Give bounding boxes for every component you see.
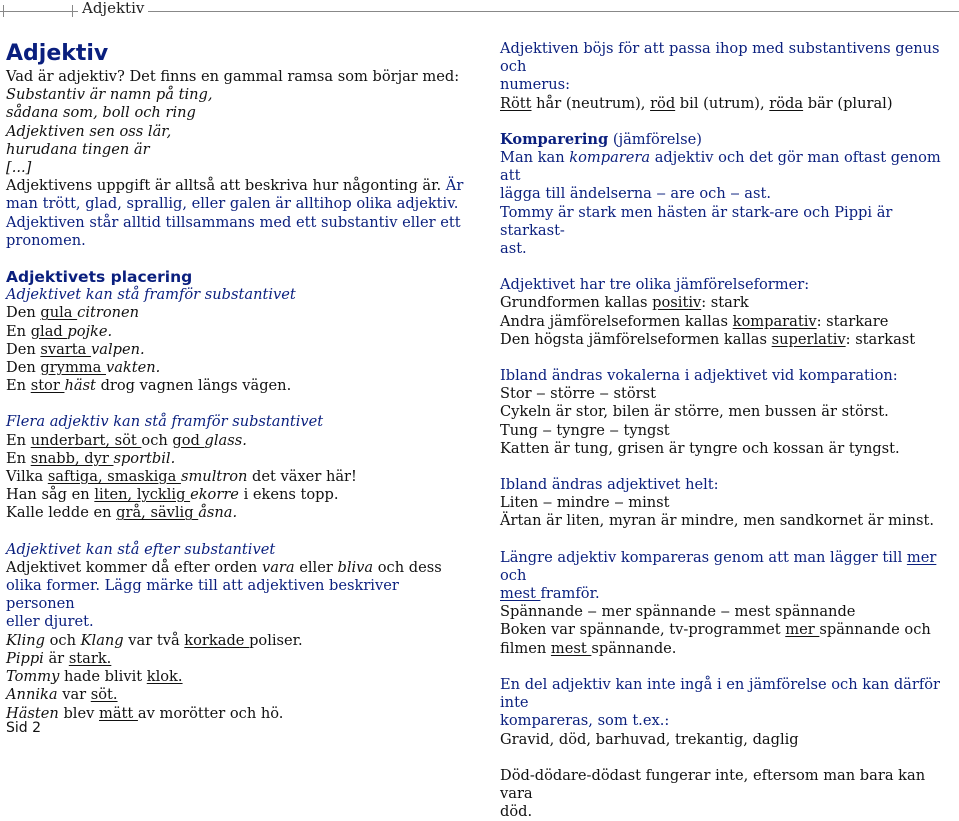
form-line: Den högsta jämförelseformen kallas superlativ: starkast [500, 330, 916, 348]
example-line: En glad pojke. [6, 322, 113, 340]
efter-text: Adjektivet kommer då efter orden vara eller bliva och dess [6, 558, 442, 576]
example-line: Den svarta valpen. [6, 340, 145, 358]
rhyme-line: Substantiv är namn på ting, [6, 86, 213, 104]
example-line: Tommy hade blivit klok. [6, 668, 183, 686]
long-adj-text: Spännande ‒ mer spännande ‒ mest spännande [500, 603, 856, 621]
page-number: Sid 2 [6, 720, 42, 736]
vowel-text: Cykeln är stor, bilen är större, men bussen är störst. [500, 403, 889, 421]
page-header [0, 0, 959, 20]
long-adj-text: Längre adjektiv kompareras genom att man lägger till mer och [500, 548, 937, 584]
noncomp-text: En del adjektiv kan inte ingå i en jämförelse och kan därför inte [500, 675, 941, 712]
example-line: Den gula citronen [6, 304, 140, 322]
example-line: En underbart, söt och god glass. [6, 431, 247, 449]
vowel-text: Ibland ändras vokalerna i adjektivet vid komparation: [500, 367, 898, 385]
example-line: En stor häst drog vagnen längs vägen. [6, 377, 292, 395]
rhyme-line: [...] [6, 159, 32, 177]
genus-text: Adjektiven böjs för att passa ihop med substantivens genus och [500, 40, 940, 76]
form-line: Andra jämförelseformen kallas komparativ: starkare [500, 312, 889, 330]
section-subtitle: Adjektivet kan stå framför substantivet [6, 286, 296, 304]
section-title-efter: Adjektivet kan stå efter substantivet [6, 540, 276, 558]
left-column [6, 40, 468, 723]
example-line: Kling och Klang var två korkade poliser. [6, 631, 303, 649]
vowel-text: Stor ‒ större ‒ störst [500, 385, 656, 403]
genus-text: numerus: [500, 76, 571, 94]
komp-text: lägga till ändelserna ‒ are och ‒ ast. [500, 185, 771, 203]
page-heading: Adjektiv [6, 41, 109, 66]
example-line: En snabb, dyr sportbil. [6, 449, 176, 467]
irregular-text: Ibland ändras adjektivet helt: [500, 476, 719, 494]
rhyme-line: sådana som, boll och ring [6, 104, 196, 122]
long-adj-text: filmen mest spännande. [500, 639, 677, 657]
intro-line: Vad är adjektiv? Det finns en gammal ramsa som börjar med: [6, 68, 460, 85]
noncomp-text: Gravid, död, barhuvad, trekantig, daglig [500, 730, 799, 748]
rhyme-line: Adjektiven sen oss lär, [6, 122, 172, 140]
vowel-text: Katten är tung, grisen är tyngre och kossan är tyngst. [500, 439, 900, 457]
section-title-placering: Adjektivets placering [6, 268, 193, 287]
header-tick-left [3, 5, 4, 17]
rhyme-line: hurudana tingen är [6, 140, 150, 158]
desc-line: man trött, glad, sprallig, eller galen är alltihop olika adjektiv. [6, 195, 459, 213]
komp-text: Man kan komparera adjektiv och det gör man oftast genom att [500, 149, 941, 185]
irregular-text: Ärtan är liten, myran är mindre, men sandkornet är minst. [500, 512, 935, 530]
example-line: Hästen blev mätt av morötter och hö. [6, 704, 284, 722]
form-line: Grundformen kallas positiv: stark [500, 294, 749, 312]
example-line: Vilka saftiga, smaskiga smultron det växer här! [6, 468, 357, 486]
komp-text: Tommy är stark men hästen är stark-are och Pippi är starkast- [500, 203, 893, 239]
example-line: Den grymma vakten. [6, 359, 161, 377]
desc-line: Adjektivens uppgift är alltså att beskriva hur någonting är. Är [6, 177, 464, 195]
forms-title: Adjektivet har tre olika jämförelseformer: [500, 276, 810, 294]
irregular-text: Liten ‒ mindre ‒ minst [500, 494, 670, 512]
section-title-flera: Flera adjektiv kan stå framför substantivet [6, 413, 324, 431]
example-line: Kalle ledde en grå, sävlig åsna. [6, 504, 238, 522]
long-adj-text: mest framför. [500, 585, 600, 603]
long-adj-text: Boken var spännande, tv-programmet mer spännande och [500, 621, 931, 639]
example-line: Han såg en liten, lycklig ekorre i ekens topp. [6, 486, 339, 504]
header-tick-mid [72, 5, 73, 17]
dod-text: Död-dödare-dödast fungerar inte, eftersom man bara kan vara [500, 766, 926, 802]
example-line: Pippi är stark. [6, 649, 112, 667]
genus-example: Rött hår (neutrum), röd bil (utrum), röda bär (plural) [500, 94, 893, 112]
header-title: Adjektiv [78, 0, 148, 17]
desc-line: pronomen. [6, 231, 86, 249]
efter-text: olika former. Lägg märke till att adjektiven beskriver personen [6, 577, 399, 613]
dod-text: död. [500, 803, 533, 821]
right-column [500, 40, 956, 821]
komp-text: ast. [500, 240, 527, 258]
section-title-komparering: Komparering (jämförelse) [500, 130, 702, 148]
efter-text: eller djuret. [6, 613, 94, 631]
desc-line: Adjektiven står alltid tillsammans med ett substantiv eller ett [6, 213, 461, 231]
noncomp-text: kompareras, som t.ex.: [500, 712, 670, 730]
vowel-text: Tung ‒ tyngre ‒ tyngst [500, 421, 670, 439]
example-line: Annika var söt. [6, 686, 118, 704]
